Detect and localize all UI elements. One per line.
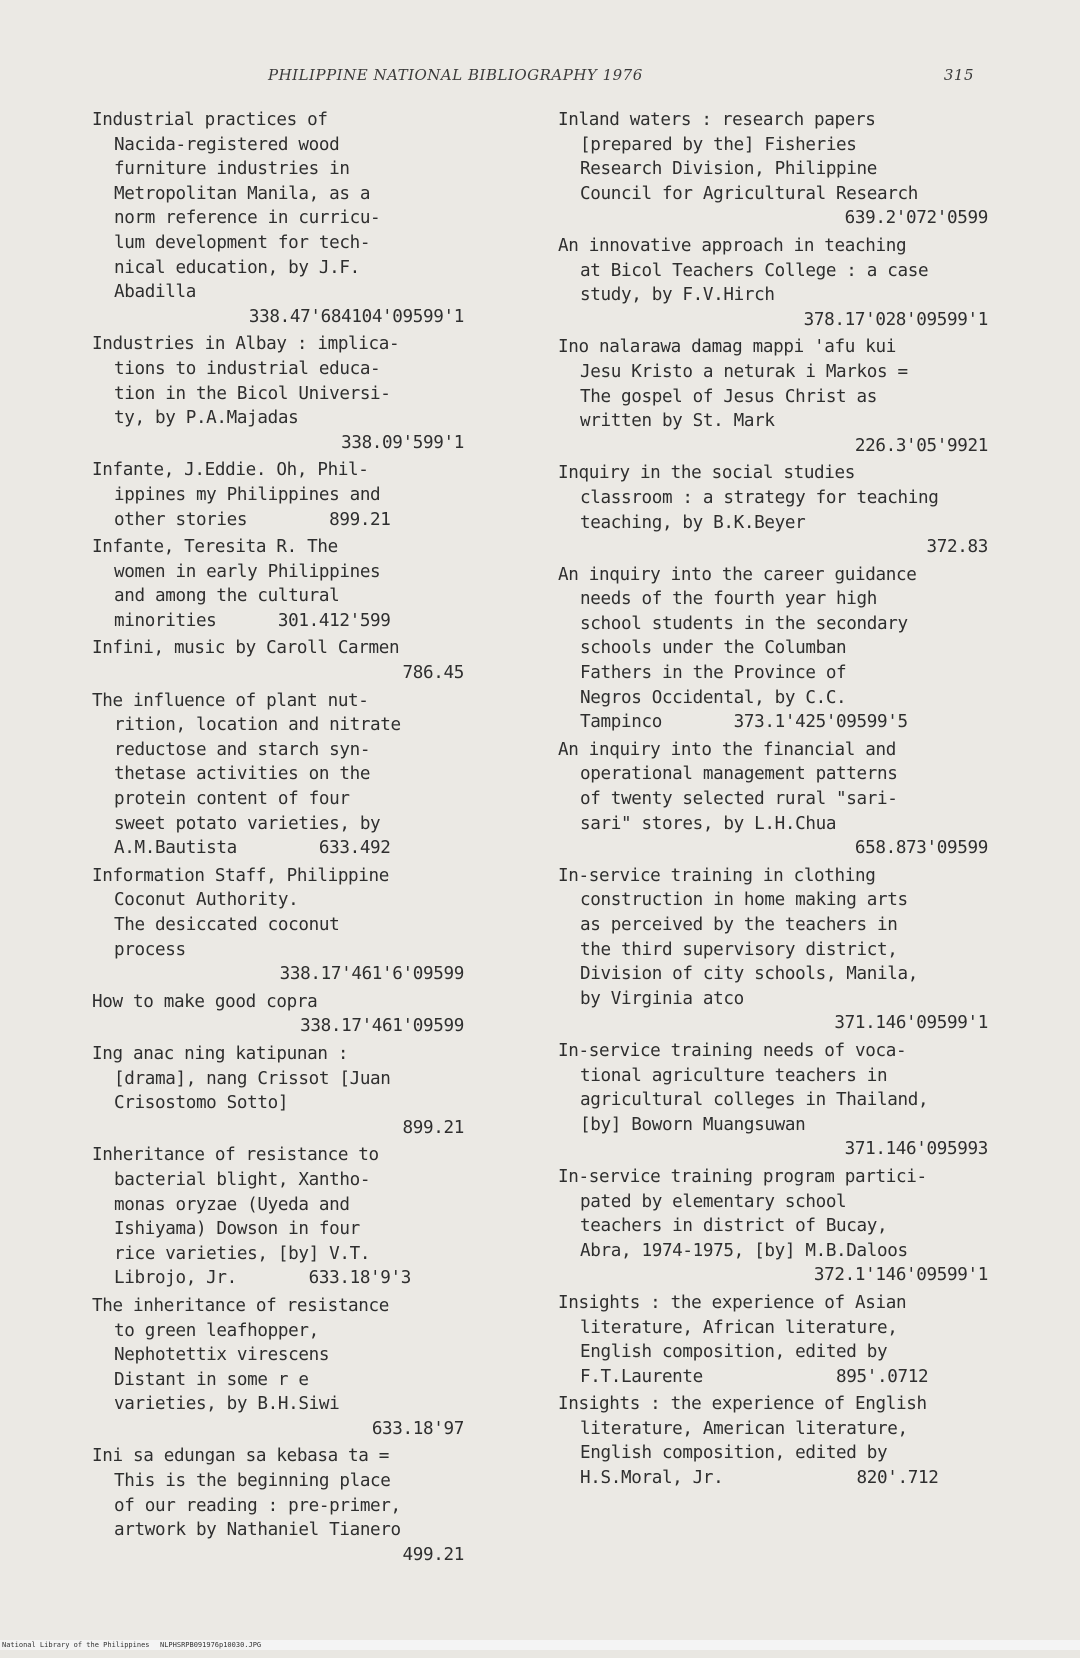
- entry-line: This is the beginning place: [114, 1471, 391, 1492]
- entry-line: Division of city schools, Manila,: [580, 964, 918, 985]
- entry-line: rice varieties, [by] V.T.: [114, 1243, 371, 1264]
- page-header: [268, 66, 988, 88]
- entry-line: Information Staff, Philippine: [92, 865, 390, 886]
- entry-line: ty, by P.A.Majadas: [114, 408, 299, 429]
- entry-line: Ino nalarawa damag mappi 'afu kui: [558, 337, 896, 358]
- bibliography-entry: [558, 738, 1018, 861]
- entry-line: schools under the Columban: [580, 638, 847, 659]
- classification-number: 371.146'09599'1: [834, 1013, 988, 1034]
- bibliography-entry: [558, 1392, 1018, 1490]
- entry-line: Coconut Authority.: [114, 890, 299, 911]
- entry-line: The gospel of Jesus Christ as: [580, 386, 878, 407]
- right-column: [558, 108, 1018, 1494]
- bibliography-entry: [558, 1165, 1018, 1288]
- entry-line: ippines my Philippines and: [114, 484, 381, 505]
- entry-line: pated by elementary school: [580, 1191, 847, 1212]
- entry-line: reductose and starch syn-: [114, 739, 371, 760]
- entry-line: A.M.Bautista 633.492: [114, 838, 391, 859]
- page-number: 315: [943, 66, 974, 84]
- entry-line: written by St. Mark: [580, 411, 775, 432]
- entry-line: The influence of plant nut-: [92, 690, 369, 711]
- classification-number: 338.17'461'09599: [300, 1016, 464, 1037]
- classification-number: 226.3'05'9921: [854, 435, 988, 456]
- bibliography-entry: [558, 234, 1018, 332]
- entry-line: Tampinco 373.1'425'09599'5: [580, 712, 908, 733]
- entry-line: The inheritance of resistance: [92, 1295, 390, 1316]
- bibliography-entry: [558, 335, 1018, 458]
- entry-line: Insights : the experience of English: [558, 1394, 927, 1415]
- entry-line: Abadilla: [114, 282, 196, 303]
- bibliography-entry: [92, 1042, 472, 1140]
- entry-line: process: [114, 939, 186, 960]
- entry-line: Fathers in the Province of: [580, 663, 847, 684]
- bibliography-entry: [92, 535, 472, 633]
- entry-line: teaching, by B.K.Beyer: [580, 512, 806, 533]
- entry-line: study, by F.V.Hirch: [580, 285, 775, 306]
- entry-line: Ing anac ning katipunan :: [92, 1043, 349, 1064]
- bibliography-entry: [92, 689, 472, 861]
- classification-number: 639.2'072'0599: [844, 208, 988, 229]
- entry-line: rition, location and nitrate: [114, 715, 401, 736]
- bibliography-entry: [558, 1039, 1018, 1162]
- classification-number: 372.83: [926, 537, 988, 558]
- entry-line: Ishiyama) Dowson in four: [114, 1219, 360, 1240]
- entry-line: Inland waters : research papers: [558, 110, 876, 130]
- entry-line: [drama], nang Crissot [Juan: [114, 1068, 391, 1089]
- bibliography-entry: [92, 990, 472, 1039]
- entry-line: protein content of four: [114, 789, 350, 810]
- classification-number: 786.45: [402, 663, 464, 684]
- entry-line: to green leafhopper,: [114, 1320, 319, 1341]
- entry-line: Negros Occidental, by C.C.: [580, 687, 847, 708]
- entry-line: school students in the secondary: [580, 613, 908, 634]
- entry-line: Ini sa edungan sa kebasa ta =: [92, 1446, 390, 1467]
- bibliography-entry: [92, 108, 472, 329]
- classification-number: 633.18'97: [371, 1418, 464, 1439]
- entry-line: needs of the fourth year high: [580, 589, 878, 610]
- bibliography-entry: [92, 1143, 472, 1291]
- bibliography-entry: [92, 636, 472, 685]
- entry-line: F.T.Laurente 895'.0712: [580, 1366, 929, 1387]
- entry-line: English composition, edited by: [580, 1443, 888, 1464]
- entry-line: Industries in Albay : implica-: [92, 334, 400, 355]
- entry-line: An inquiry into the financial and: [558, 739, 896, 760]
- file-id: NLPHSRPB091976p10030.JPG: [160, 1641, 262, 1649]
- entry-line: literature, American literature,: [580, 1418, 908, 1439]
- bibliography-entry: [558, 461, 1018, 559]
- entry-line: In-service training needs of voca-: [558, 1040, 907, 1061]
- entry-line: tions to industrial educa-: [114, 358, 381, 379]
- entry-line: of twenty selected rural "sari-: [580, 789, 898, 810]
- entry-line: minorities 301.412'599: [114, 610, 391, 631]
- classification-number: 371.146'095993: [844, 1139, 988, 1160]
- entry-line: tion in the Bicol Universi-: [114, 383, 391, 404]
- classification-number: 338.17'461'6'09599: [279, 964, 464, 985]
- bibliography-entry: [92, 1294, 472, 1442]
- entry-line: Industrial practices of: [92, 110, 328, 130]
- classification-number: 899.21: [402, 1117, 464, 1138]
- entry-line: An innovative approach in teaching: [558, 235, 907, 256]
- entry-line: monas oryzae (Uyeda and: [114, 1194, 350, 1215]
- bibliography-entry: [92, 458, 472, 532]
- entry-line: varieties, by B.H.Siwi: [114, 1394, 340, 1415]
- classification-number: 372.1'146'09599'1: [813, 1265, 988, 1286]
- entry-line: H.S.Moral, Jr. 820'.712: [580, 1468, 939, 1489]
- bibliography-entry: [92, 864, 472, 987]
- running-title: PHILIPPINE NATIONAL BIBLIOGRAPHY 1976: [268, 66, 643, 84]
- entry-line: and among the cultural: [114, 586, 340, 607]
- entry-line: English composition, edited by: [580, 1342, 888, 1363]
- entry-line: classroom : a strategy for teaching: [580, 487, 939, 508]
- classification-number: 378.17'028'09599'1: [803, 309, 988, 330]
- bibliography-entry: [558, 864, 1018, 1036]
- entry-line: tional agriculture teachers in: [580, 1065, 888, 1086]
- entry-line: of our reading : pre-primer,: [114, 1495, 401, 1516]
- entry-line: thetase activities on the: [114, 764, 371, 785]
- entry-line: Infante, Teresita R. The: [92, 537, 338, 558]
- entry-line: Jesu Kristo a neturak i Markos =: [580, 361, 908, 382]
- bibliography-entry: [558, 563, 1018, 735]
- entry-line: Research Division, Philippine: [580, 159, 878, 180]
- bibliography-entry: [92, 332, 472, 455]
- entry-line: agricultural colleges in Thailand,: [580, 1090, 929, 1111]
- entry-line: furniture industries in: [114, 159, 350, 180]
- entry-line: construction in home making arts: [580, 890, 908, 911]
- bibliography-entry: [92, 1444, 472, 1567]
- classification-number: 338.09'599'1: [341, 432, 464, 453]
- entry-line: Librojo, Jr. 633.18'9'3: [114, 1268, 412, 1289]
- entry-line: Council for Agricultural Research: [580, 183, 918, 204]
- entry-line: [prepared by the] Fisheries: [580, 134, 857, 155]
- library-credit: National Library of the Philippines: [2, 1641, 150, 1649]
- entry-line: sweet potato varieties, by: [114, 813, 381, 834]
- entry-line: Crisostomo Sotto]: [114, 1093, 289, 1114]
- entry-line: In-service training in clothing: [558, 865, 876, 886]
- entry-line: [by] Boworn Muangsuwan: [580, 1114, 806, 1135]
- entry-line: lum development for tech-: [114, 232, 371, 253]
- entry-line: teachers in district of Bucay,: [580, 1216, 888, 1237]
- entry-line: How to make good copra: [92, 991, 318, 1012]
- classification-number: 499.21: [402, 1544, 464, 1565]
- entry-line: In-service training program partici-: [558, 1166, 927, 1187]
- entry-line: Inheritance of resistance to: [92, 1145, 379, 1166]
- entry-line: nical education, by J.F.: [114, 257, 360, 278]
- left-column: [92, 108, 472, 1570]
- entry-line: Insights : the experience of Asian: [558, 1292, 907, 1313]
- entry-line: sari" stores, by L.H.Chua: [580, 813, 837, 834]
- entry-line: the third supervisory district,: [580, 939, 898, 960]
- entry-line: women in early Philippines: [114, 561, 381, 582]
- entry-line: Abra, 1974-1975, [by] M.B.Daloos: [580, 1240, 908, 1261]
- entry-line: An inquiry into the career guidance: [558, 564, 917, 585]
- entry-line: at Bicol Teachers College : a case: [580, 260, 929, 281]
- entry-line: Infante, J.Eddie. Oh, Phil-: [92, 460, 369, 481]
- entry-line: literature, African literature,: [580, 1317, 898, 1338]
- entry-line: operational management patterns: [580, 764, 898, 785]
- entry-line: bacterial blight, Xantho-: [114, 1169, 371, 1190]
- entry-line: Nephotettix virescens: [114, 1345, 330, 1366]
- entry-line: artwork by Nathaniel Tianero: [114, 1520, 401, 1541]
- entry-line: by Virginia atco: [580, 988, 744, 1009]
- classification-number: 338.47'684104'09599'1: [248, 306, 464, 327]
- bibliography-entry: [558, 1291, 1018, 1389]
- entry-line: Inquiry in the social studies: [558, 463, 856, 484]
- entry-line: The desiccated coconut: [114, 915, 340, 935]
- entry-line: other stories 899.21: [114, 509, 391, 530]
- entry-line: as perceived by the teachers in: [580, 915, 898, 935]
- entry-line: norm reference in curricu-: [114, 208, 381, 229]
- scan-footer: [0, 1640, 1080, 1650]
- entry-line: Infini, music by Caroll Carmen: [92, 638, 400, 659]
- entry-line: Distant in some r e: [114, 1369, 309, 1390]
- entry-line: Nacida-registered wood: [114, 134, 340, 155]
- classification-number: 658.873'09599: [854, 838, 988, 859]
- bibliography-entry: [558, 108, 1018, 231]
- entry-line: Metropolitan Manila, as a: [114, 183, 371, 204]
